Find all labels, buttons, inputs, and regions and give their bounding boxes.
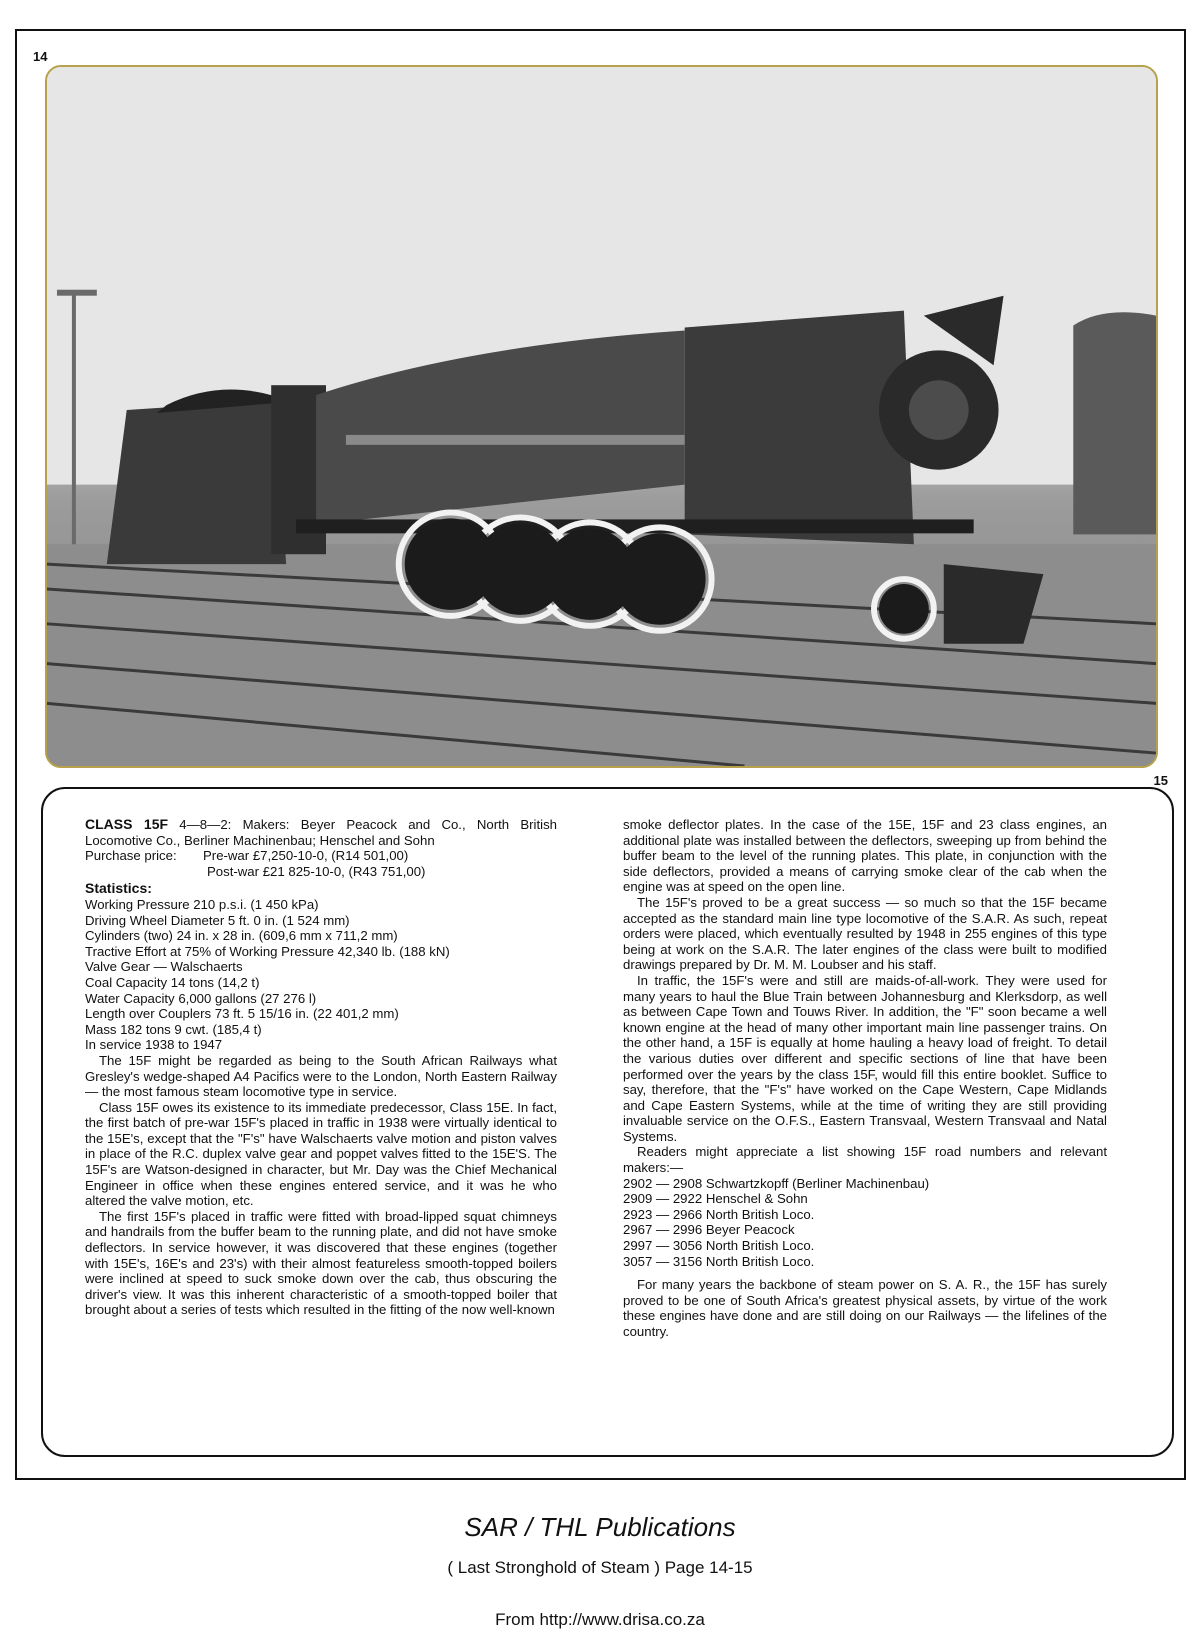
purchase-price-row [85,848,557,864]
page-number-left: 14 [33,49,48,64]
footer-subtitle: ( Last Stronghold of Steam ) Page 14-15 [447,1558,753,1577]
article-column-right [623,817,1107,1340]
closing-paragraph: For many years the backbone of steam power on S. A. R., the 15F has surely proved to be one of South Africa's greatest physical assets, by virtue of the work these engines have done and are still doing on our Railways — the lifelines of the country. [623,1277,1107,1339]
stat-line: Mass 182 tons 9 cwt. (185,4 t) [85,1021,262,1037]
stat-line: Water Capacity 6,000 gallons (27 276 l) [85,990,317,1006]
paragraph: The 15F might be regarded as being to the South African Railways what Gresley's wedge-shaped A4 Pacifics were to the London, North Eastern Railway — the most famous steam locomotive type in service. [85,1052,557,1100]
stat-line: In service 1938 to 1947 [85,1037,223,1053]
page-number-right: 15 [1153,773,1168,788]
footer-source-link[interactable]: From http://www.drisa.co.za [495,1610,705,1629]
paragraph: smoke deflector plates. In the case of the 15E, 15F and 23 class engines, an additional plate was installed between the deflectors, sweeping up from behind the buffer beam to the level of the running plates. This plate, in conjunction with the side deflectors, provided a means of carrying smoke clear of the cab when the engine was at speed on the open line. [623,817,1107,895]
class-name: CLASS 15F [85,816,169,832]
stat-line: Length over Couplers 73 ft. 5 15/16 in. (22 401,2 mm) [85,1006,399,1022]
class-makers: 4—8—2: Makers: Beyer Peacock and Co., North British Locomotive Co., Berliner Machinenbau; Henschel and Sohn [85,817,557,848]
stat-line: Cylinders (two) 24 in. x 28 in. (609,6 mm x 711,2 mm) [85,928,398,944]
locomotive-illustration [47,67,1156,766]
paragraph: Class 15F owes its existence to its immediate predecessor, Class 15E. In fact, the first batch of pre-war 15F's placed in traffic in 1938 were virtually identical to the 15E's, except that the "F's" have Walschaerts valve motion and piston valves in place of the R.C. duplex valve gear and poppet valves fitted to the 15E'S. The 15F's are Watson-designed in character, but Mr. Day was the Chief Mechanical Engineer in office when these engines entered service, and it was he who altered the valve motion, etc. [85,1099,557,1209]
statistics-heading: Statistics: [85,880,152,897]
paragraph: In traffic, the 15F's were and still are maids-of-all-work. They were used for many years to haul the Blue Train between Johannesburg and Klerksdorp, as well as between Cape Town and Touws River. In addition, the "F" soon became a well known engine at the head of many other important main line passenger trains. On the other hand, a 15F is equally at home hauling a heavy load of freight. To detail the various duties over different and specific sections of line that have been performed over the years by the class 15F, would fill this entire booklet. Suffice to say, therefore, that the "F's" have worked on the Cape Western, Cape Midlands and Cape Eastern Systems, while at the time of writing they are still providing invaluable service on the O.F.S., Eastern Transvaal, Western Transvaal and Natal Systems. [623,972,1107,1144]
makers-list-item: 2902 — 2908 Schwartzkopff (Berliner Machinenbau) [623,1175,930,1191]
makers-list-item: 2967 — 2996 Beyer Peacock [623,1222,795,1238]
makers-list-item: 2923 — 2966 North British Loco. [623,1206,815,1222]
booklet-spread [15,29,1186,1480]
makers-list-item: 3057 — 3156 North British Loco. [623,1253,815,1269]
article-box [41,787,1174,1457]
stat-line: Working Pressure 210 p.s.i. (1 450 kPa) [85,896,319,912]
locomotive-photo [45,65,1158,768]
footer-title: SAR / THL Publications [464,1512,736,1542]
paragraph: Readers might appreciate a list showing 15F road numbers and relevant makers:— [623,1144,1107,1176]
article-column-left [85,817,557,1318]
purchase-price-postwar: Post-war £21 825-10-0, (R43 751,00) [207,863,426,879]
makers-list-item: 2997 — 3056 North British Loco. [623,1238,815,1254]
class-heading [85,817,557,848]
stat-line: Valve Gear — Walschaerts [85,959,243,975]
purchase-price-prewar: Pre-war £7,250-10-0, (R14 501,00) [203,848,409,864]
purchase-price-label: Purchase price: [85,848,177,864]
stat-line: Coal Capacity 14 tons (14,2 t) [85,974,260,990]
stat-line: Tractive Effort at 75% of Working Pressure 42,340 lb. (188 kN) [85,943,450,959]
makers-list-item: 2909 — 2922 Henschel & Sohn [623,1191,808,1207]
paragraph: The first 15F's placed in traffic were fitted with broad-lipped squat chimneys and handrails from the buffer beam to the running plate, and did not have smoke deflectors. In service however, it was discovered that these engines (together with 15E's, 16E's and 23's) with their almost featureless smooth-topped boilers were inclined at speed to suck smoke down over the cab, thus obscuring the driver's view. It was this inherent characteristic of a smooth-topped boiler that brought about a series of tests which resulted in the fitting of the now well-known [85,1208,557,1318]
paragraph: The 15F's proved to be a great success — so much so that the 15F became accepted as the standard main line type locomotive of the S.A.R. As such, repeat orders were placed, which eventually resulted by 1948 in 255 engines of this type being at work on the S.A.R. The later engines of the class were built to modified drawings prepared by Dr. M. M. Loubser and his staff. [623,894,1107,973]
stat-line: Driving Wheel Diameter 5 ft. 0 in. (1 524 mm) [85,912,350,928]
